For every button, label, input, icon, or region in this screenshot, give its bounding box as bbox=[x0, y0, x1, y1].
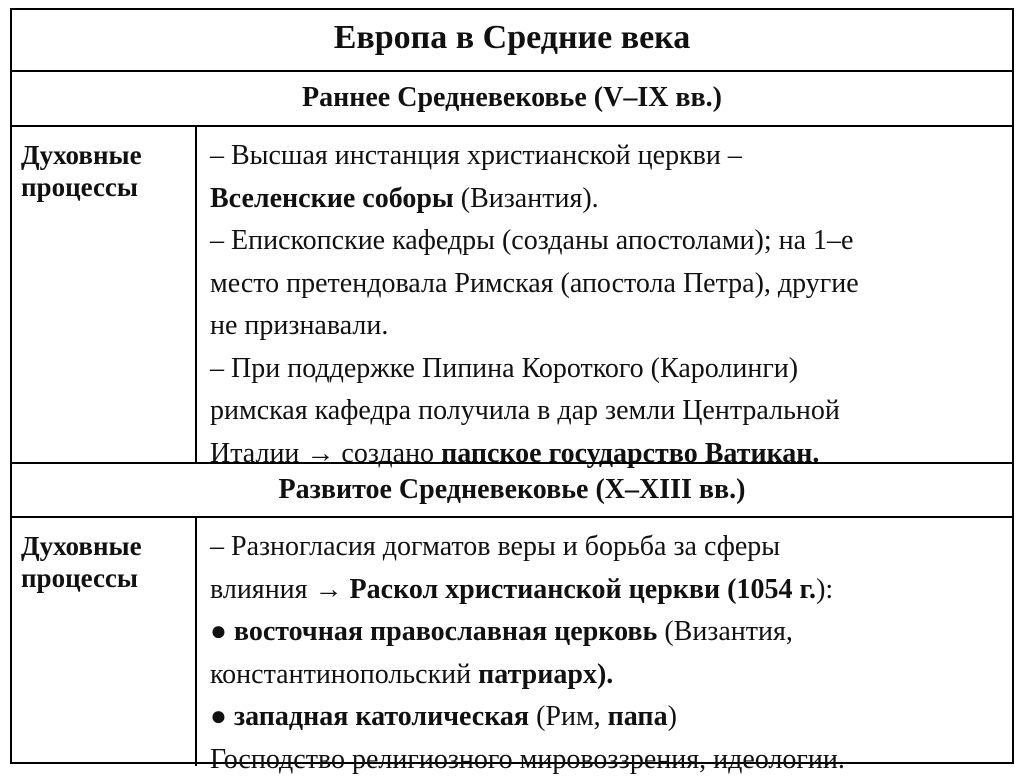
table-title: Европа в Средние века bbox=[12, 10, 1012, 66]
text-line: Вселенские соборы (Византия). bbox=[210, 178, 1006, 221]
category-label: Духовные bbox=[21, 530, 195, 562]
text-line: римская кафедра получила в дар земли Центральной bbox=[210, 390, 1006, 433]
category-cell bbox=[12, 518, 197, 766]
text-line: – Епископские кафедры (созданы апостолами); на 1–е bbox=[210, 220, 1006, 263]
section-header-developed bbox=[12, 462, 1012, 516]
section-heading: Развитое Средневековье (X–XIII вв.) bbox=[12, 464, 1012, 516]
category-cell bbox=[12, 127, 197, 462]
description-cell bbox=[199, 518, 1012, 766]
text-line: влияния → Раскол христианской церкви (1054 г.): bbox=[210, 569, 1006, 612]
title-row bbox=[12, 10, 1012, 70]
text-line: Господство религиозного мировоззрения, идеологии. bbox=[210, 739, 1006, 781]
text-line: – Высшая инстанция христианской церкви – bbox=[210, 135, 1006, 178]
text-line: Италии → создано папское государство Ватикан. bbox=[210, 433, 1006, 476]
section-heading: Раннее Средневековье (V–IX вв.) bbox=[12, 72, 1012, 124]
text-line: – Разногласия догматов веры и борьба за сферы bbox=[210, 526, 1006, 569]
text-line: место претендовала Римская (апостола Петра), другие bbox=[210, 263, 1006, 306]
section-body-early bbox=[12, 125, 1012, 462]
text-line: не признавали. bbox=[210, 305, 1006, 348]
text-line: – При поддержке Пипина Короткого (Каролинги) bbox=[210, 348, 1006, 391]
section-body-developed bbox=[12, 516, 1012, 766]
history-table bbox=[10, 8, 1014, 764]
text-line: ● западная католическая (Рим, папа) bbox=[210, 696, 1006, 739]
category-label: процессы bbox=[21, 562, 195, 594]
text-line: константинопольский патриарх). bbox=[210, 654, 1006, 697]
text-line: ● восточная православная церковь (Византия, bbox=[210, 611, 1006, 654]
category-label: процессы bbox=[21, 171, 195, 203]
section-header-early bbox=[12, 70, 1012, 125]
description-cell bbox=[199, 127, 1012, 462]
category-label: Духовные bbox=[21, 139, 195, 171]
